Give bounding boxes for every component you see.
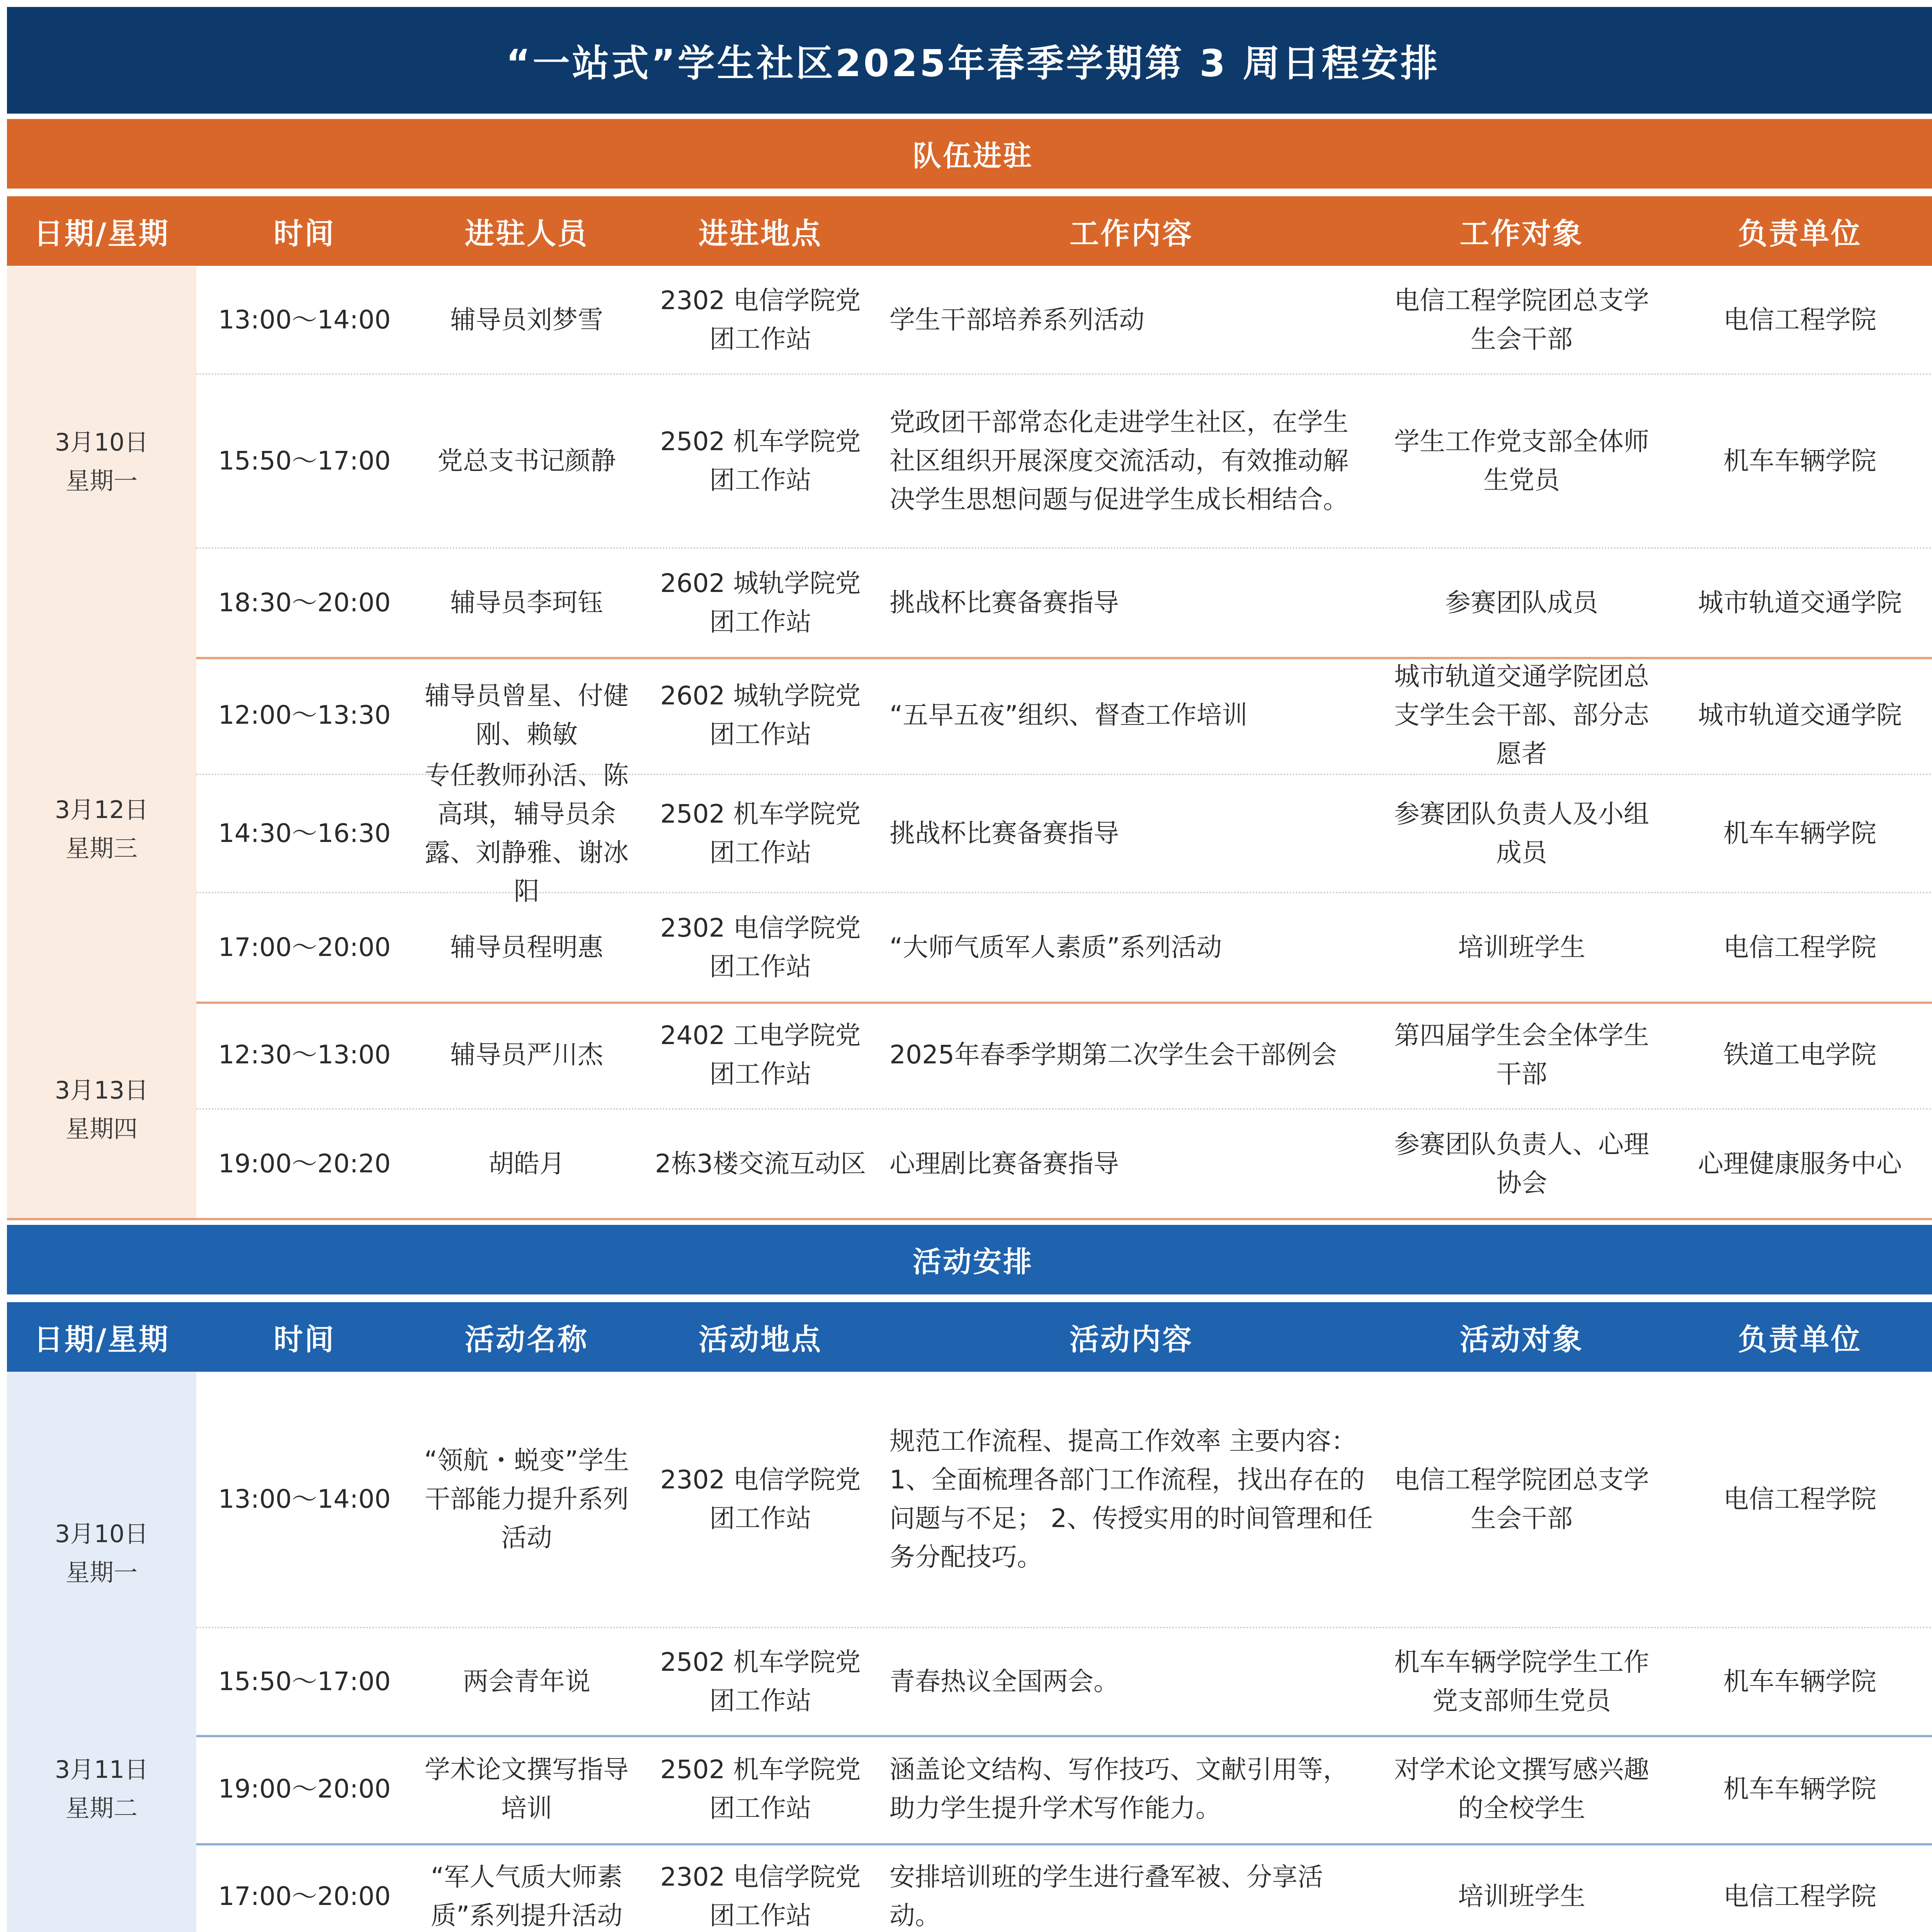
time-cell: 19:00～20:00: [218, 1774, 391, 1804]
content-cell: 涵盖论文结构、写作技巧、文献引用等，助力学生提升学术写作能力。: [889, 1755, 1349, 1823]
place-cell: 2602 城轨学院党团工作站: [660, 568, 861, 637]
activities-header-name: 活动名称: [465, 1322, 588, 1357]
content-cell: 挑战杯比赛备赛指导: [889, 588, 1119, 617]
content-cell: 青春热议全国两会。: [889, 1667, 1119, 1696]
target-cell: 对学术论文撰写感兴趣的全校学生: [1394, 1755, 1649, 1823]
weekday-label: 星期一: [65, 1558, 138, 1587]
target-cell: 学生工作党支部全体师生党员: [1394, 427, 1649, 495]
unit-cell: 城市轨道交通学院: [1698, 700, 1902, 730]
group-date: [7, 657, 196, 1002]
person-cell: 专任教师孙活、陈高琪，辅导员余露、刘静雅、谢冰阳: [425, 760, 629, 906]
time-cell: 12:00～13:30: [218, 700, 391, 730]
target-cell: 第四届学生会全体学生干部: [1394, 1020, 1649, 1089]
activity-name-cell: 学术论文撰写指导培训: [425, 1755, 629, 1823]
activities-header-place: 活动地点: [699, 1322, 822, 1357]
activities-header-content: 活动内容: [1070, 1322, 1193, 1357]
activities-header-date: 日期/星期: [34, 1322, 170, 1357]
teams-header-row: [7, 196, 1932, 266]
time-cell: 17:00～20:00: [218, 932, 391, 962]
activities-header-time: 时间: [274, 1322, 335, 1357]
table-row: [196, 1843, 1932, 1932]
weekday-label: 星期四: [65, 1115, 138, 1143]
activity-name-cell: “领航・蜕变”学生干部能力提升系列活动: [424, 1446, 629, 1553]
target-cell: 培训班学生: [1458, 932, 1585, 962]
teams-group-mar13: [7, 1002, 1932, 1220]
time-cell: 17:00～20:00: [218, 1881, 391, 1911]
table-row: [196, 1372, 1932, 1628]
content-cell: 安排培训班的学生进行叠军被、分享活动。: [889, 1862, 1323, 1930]
page-title: “一站式”学生社区2025年春季学期第 3 周日程安排: [7, 7, 1932, 114]
person-cell: 胡皓月: [488, 1149, 565, 1179]
time-cell: 12:30～13:00: [218, 1040, 391, 1070]
teams-header-place: 进驻地点: [699, 216, 822, 251]
teams-header-content: 工作内容: [1070, 216, 1193, 251]
activities-header-target: 活动对象: [1460, 1322, 1583, 1357]
target-cell: 参赛团队负责人及小组成员: [1394, 799, 1649, 867]
person-cell: 辅导员严川杰: [450, 1040, 603, 1070]
content-cell: 学生干部培养系列活动: [889, 305, 1145, 335]
table-row: [196, 375, 1932, 549]
activities-group-mar11: [7, 1735, 1932, 1845]
place-cell: 2502 机车学院党团工作站: [660, 427, 861, 495]
time-cell: 13:00～14:00: [218, 305, 391, 335]
time-cell: 18:30～20:00: [218, 588, 391, 617]
weekday-label: 星期二: [65, 1794, 138, 1822]
group-date: [7, 1002, 196, 1218]
place-cell: 2502 机车学院党团工作站: [660, 799, 861, 867]
place-cell: 2402 工电学院党团工作站: [660, 1020, 861, 1089]
target-cell: 机车车辆学院学生工作党支部师生党员: [1394, 1647, 1649, 1716]
teams-group-mar10: [7, 267, 1932, 659]
teams-header-time: 时间: [274, 216, 335, 251]
target-cell: 参赛团队成员: [1445, 588, 1598, 617]
person-cell: 辅导员李珂钰: [450, 588, 603, 617]
person-cell: 辅导员曾星、付健刚、赖敏: [425, 681, 629, 749]
unit-cell: 电信工程学院: [1723, 932, 1876, 962]
unit-cell: 机车车辆学院: [1723, 446, 1876, 476]
target-cell: 培训班学生: [1458, 1881, 1585, 1911]
table-row: [196, 1735, 1932, 1843]
time-cell: 15:50～17:00: [218, 1667, 391, 1696]
date-label: 3月10日: [54, 428, 149, 456]
table-row: [196, 1628, 1932, 1735]
place-cell: 2302 电信学院党团工作站: [660, 1862, 861, 1930]
place-cell: 2302 电信学院党团工作站: [660, 286, 861, 354]
table-row: [196, 893, 1932, 1002]
place-cell: 2502 机车学院党团工作站: [660, 1755, 861, 1823]
place-cell: 2栋3楼交流互动区: [655, 1149, 866, 1179]
unit-cell: 心理健康服务中心: [1698, 1149, 1902, 1179]
teams-group-mar12: [7, 657, 1932, 1004]
target-cell: 城市轨道交通学院团总支学生会干部、部分志愿者: [1394, 662, 1649, 769]
unit-cell: 电信工程学院: [1723, 305, 1876, 335]
table-row: [196, 760, 1932, 906]
group-date: [7, 1372, 196, 1735]
table-row: [196, 549, 1932, 657]
unit-cell: 机车车辆学院: [1723, 818, 1876, 848]
table-row: [196, 267, 1932, 375]
content-cell: “大师气质军人素质”系列活动: [889, 932, 1222, 962]
activities-section-title: 活动安排: [7, 1225, 1932, 1294]
unit-cell: 铁道工电学院: [1723, 1040, 1876, 1070]
weekday-label: 星期一: [65, 467, 138, 495]
teams-header-date: 日期/星期: [34, 216, 170, 251]
place-cell: 2302 电信学院党团工作站: [660, 913, 861, 981]
activity-name-cell: “军人气质大师素质”系列提升活动: [430, 1862, 623, 1930]
time-cell: 13:00～14:00: [218, 1484, 391, 1514]
person-cell: 辅导员刘梦雪: [450, 305, 603, 335]
content-cell: 挑战杯比赛备赛指导: [889, 818, 1119, 848]
unit-cell: 电信工程学院: [1723, 1881, 1876, 1911]
content-cell: 心理剧比赛备赛指导: [889, 1149, 1119, 1179]
table-row: [196, 1002, 1932, 1110]
person-cell: 党总支书记颜静: [437, 446, 616, 476]
teams-header-unit: 负责单位: [1738, 216, 1862, 251]
content-cell: “五早五夜”组织、督查工作培训: [889, 700, 1248, 730]
date-label: 3月12日: [54, 796, 149, 824]
activities-group-mar12: [7, 1843, 1932, 1932]
content-cell: 2025年春季学期第二次学生会干部例会: [889, 1040, 1337, 1070]
unit-cell: 电信工程学院: [1723, 1484, 1876, 1514]
time-cell: 15:50～17:00: [218, 446, 391, 476]
group-date: [7, 1843, 196, 1932]
content-cell: 党政团干部常态化走进学生社区，在学生社区组织开展深度交流活动，有效推动解决学生思想问题与促进学生成长相结合。: [889, 407, 1349, 514]
activities-group-mar10: [7, 1372, 1932, 1737]
teams-section-title: 队伍进驻: [7, 119, 1932, 189]
place-cell: 2302 电信学院党团工作站: [660, 1465, 861, 1533]
target-cell: 电信工程学院团总支学生会干部: [1394, 1465, 1649, 1533]
content-cell: 规范工作流程、提高工作效率 主要内容： 1、全面梳理各部门工作流程，找出存在的问题与不足； 2、传授实用的时间管理和任务分配技巧。: [889, 1426, 1373, 1572]
group-date: [7, 267, 196, 657]
teams-header-target: 工作对象: [1460, 216, 1583, 251]
place-cell: 2602 城轨学院党团工作站: [660, 681, 861, 749]
unit-cell: 机车车辆学院: [1723, 1774, 1876, 1804]
group-date: [7, 1735, 196, 1843]
target-cell: 参赛团队负责人、心理协会: [1394, 1129, 1649, 1198]
time-cell: 19:00～20:20: [218, 1149, 391, 1179]
place-cell: 2502 机车学院党团工作站: [660, 1647, 861, 1716]
date-label: 3月10日: [54, 1520, 149, 1548]
table-row: [196, 1110, 1932, 1218]
weekday-label: 星期三: [65, 834, 138, 862]
target-cell: 电信工程学院团总支学生会干部: [1394, 286, 1649, 354]
activities-header-unit: 负责单位: [1738, 1322, 1862, 1357]
teams-header-person: 进驻人员: [465, 216, 588, 251]
unit-cell: 机车车辆学院: [1723, 1667, 1876, 1696]
date-label: 3月11日: [54, 1755, 149, 1784]
time-cell: 14:30～16:30: [218, 818, 391, 848]
activity-name-cell: 两会青年说: [463, 1667, 590, 1696]
person-cell: 辅导员程明惠: [450, 932, 603, 962]
unit-cell: 城市轨道交通学院: [1698, 588, 1902, 617]
activities-header-row: [7, 1302, 1932, 1372]
date-label: 3月13日: [54, 1076, 149, 1104]
